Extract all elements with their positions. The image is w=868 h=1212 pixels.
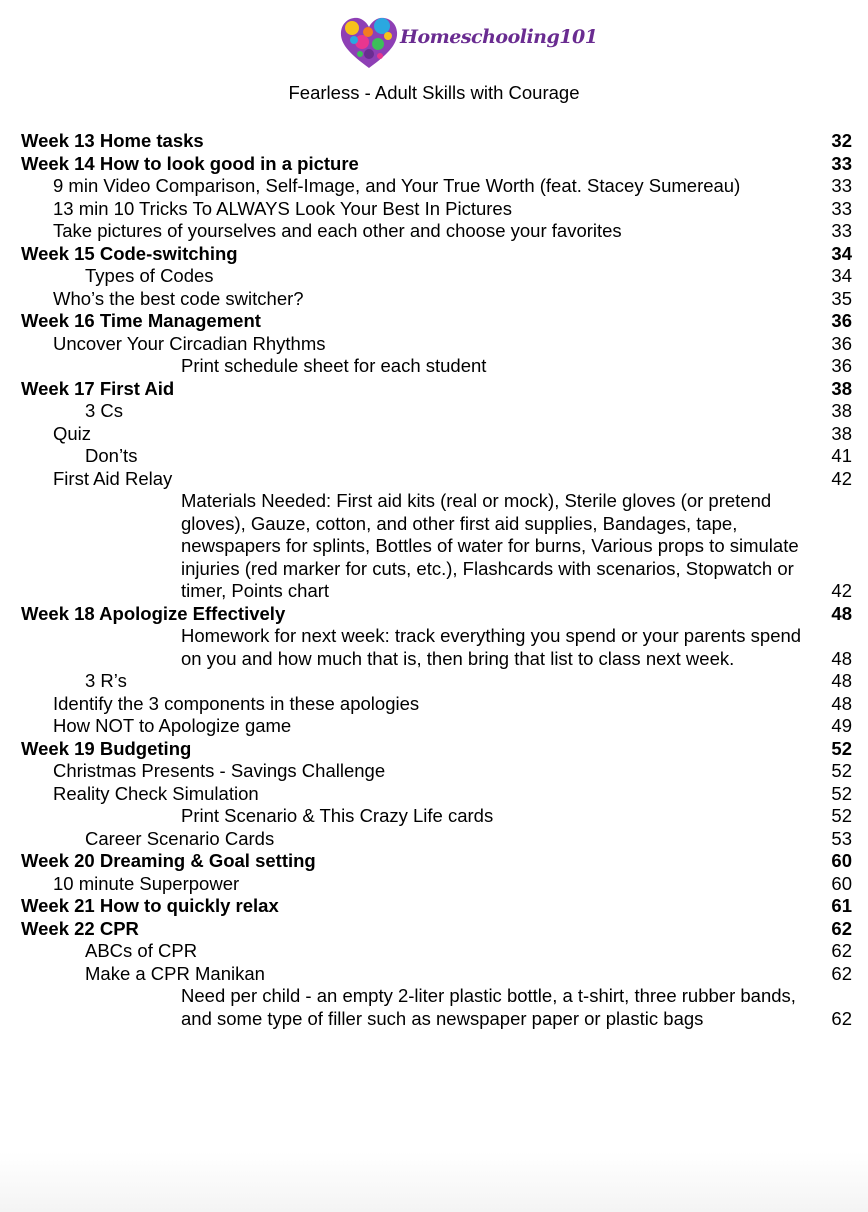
toc-entry-row[interactable] [0,715,868,738]
toc-entry-text: Materials Needed: First aid kits (real or mock), Sterile gloves (or pretend gloves), Gauze, cotton, and other first aid supplies, Bandages, tape, newspapers for splints, Bottles of water for burns, Various props to simulate injuries (red marker for cuts, etc.), Flashcards with scenarios, Stopwatch or timer, Points chart [181,490,799,601]
toc-heading-row[interactable] [0,153,868,176]
toc-page-number: 42 [831,580,852,601]
toc-page-number: 33 [831,197,852,219]
toc-page-number: 32 [831,130,852,151]
toc-entry-row[interactable] [0,265,868,288]
toc-page-number: 33 [831,152,852,174]
toc-heading-row[interactable] [0,243,868,266]
toc-entry-text: 3 R’s [85,670,127,691]
toc-entry-text: 3 Cs [85,400,124,421]
toc-page-number: 41 [831,445,852,466]
toc-entry-text: Quiz [53,422,92,444]
toc-entry-row[interactable] [0,625,868,670]
toc-entry-row[interactable] [0,355,868,378]
toc-entry-row[interactable] [0,693,868,716]
toc-page-number: 33 [831,220,852,241]
toc-entry-row[interactable] [0,805,868,828]
toc-entry-row[interactable] [0,760,868,783]
toc-entry-text: Need per child - an empty 2-liter plastic bottle, a t-shirt, three rubber bands, and some type of filler such as newspaper paper or plastic bags [181,985,796,1029]
toc-entry-text: Week 14 How to look good in a picture [21,152,359,174]
toc-page-number: 36 [831,310,852,331]
toc-entry-row[interactable] [0,873,868,896]
toc-entry-text: Week 18 Apologize Effectively [21,602,286,624]
toc-entry-text: Make a CPR Manikan [85,962,265,984]
toc-entry-row[interactable] [0,783,868,806]
toc-heading-row[interactable] [0,738,868,761]
page-bottom-fade [0,1152,868,1212]
toc-entry-row[interactable] [0,220,868,243]
homeschooling101-logo [338,14,598,72]
toc-page-number: 52 [831,805,852,826]
toc-page-number: 53 [831,827,852,849]
toc-page-number: 48 [831,602,852,624]
toc-page-number: 48 [831,647,852,669]
toc-entry-text: Week 20 Dreaming & Goal setting [21,850,316,871]
toc-page-number: 42 [831,467,852,489]
toc-entry-row[interactable] [0,468,868,491]
toc-entry-row[interactable] [0,445,868,468]
toc-page-number: 52 [831,760,852,781]
table-of-contents [0,130,868,1030]
toc-entry-text: Christmas Presents - Savings Challenge [53,760,386,781]
toc-entry-row[interactable] [0,828,868,851]
toc-heading-row[interactable] [0,918,868,941]
toc-entry-text: Reality Check Simulation [53,782,259,804]
toc-entry-text: Week 16 Time Management [21,310,261,331]
toc-entry-row[interactable] [0,400,868,423]
toc-entry-text: Week 19 Budgeting [21,737,192,759]
toc-page-number: 35 [831,287,852,309]
toc-heading-row[interactable] [0,310,868,333]
toc-entry-row[interactable] [0,288,868,311]
toc-page-number: 62 [831,917,852,939]
toc-page-number: 38 [831,422,852,444]
toc-page-number: 33 [831,175,852,196]
toc-heading-row[interactable] [0,895,868,918]
toc-entry-text: Identify the 3 components in these apologies [53,692,420,714]
toc-entry-row[interactable] [0,670,868,693]
toc-page-number: 62 [831,1007,852,1029]
toc-entry-text: Week 15 Code-switching [21,242,238,264]
toc-entry-row[interactable] [0,198,868,221]
toc-page-number: 34 [831,242,852,264]
toc-page-number: 62 [831,962,852,984]
toc-page-number: 52 [831,737,852,759]
toc-entry-text: Print schedule sheet for each student [181,355,487,376]
toc-page-number: 36 [831,355,852,376]
toc-page-number: 36 [831,332,852,354]
toc-page-number: 38 [831,377,852,399]
toc-entry-row[interactable] [0,985,868,1030]
toc-page-number: 48 [831,692,852,714]
toc-heading-row[interactable] [0,850,868,873]
toc-entry-text: First Aid Relay [53,467,173,489]
toc-entry-text: 13 min 10 Tricks To ALWAYS Look Your Best In Pictures [53,197,512,219]
toc-page-number: 62 [831,940,852,961]
document-subtitle: Fearless - Adult Skills with Courage [288,82,580,103]
toc-entry-row[interactable] [0,333,868,356]
toc-entry-row[interactable] [0,490,868,603]
toc-page-number: 60 [831,850,852,871]
toc-heading-row[interactable] [0,378,868,401]
toc-entry-text: How NOT to Apologize game [53,715,292,736]
logo-text: Homeschooling101 [400,26,598,48]
toc-entry-text: Week 21 How to quickly relax [21,895,279,916]
toc-heading-row[interactable] [0,603,868,626]
toc-entry-text: Week 22 CPR [21,917,139,939]
toc-entry-text: Types of Codes [85,265,214,286]
toc-entry-text: Homework for next week: track everything you spend or your parents spend on you and how much that is, then bring that list to class next week. [181,625,802,669]
toc-entry-text: 10 minute Superpower [53,872,240,894]
paint-splash-heart-icon [338,14,400,72]
toc-page-number: 60 [831,872,852,894]
toc-page-number: 38 [831,400,852,421]
toc-entry-row[interactable] [0,940,868,963]
toc-entry-text: Don’ts [85,445,138,466]
toc-entry-row[interactable] [0,175,868,198]
toc-entry-text: Week 17 First Aid [21,377,175,399]
toc-page-number: 34 [831,265,852,286]
toc-entry-text: Career Scenario Cards [85,827,275,849]
toc-entry-text: Who’s the best code switcher? [53,287,304,309]
toc-entry-text: Print Scenario & This Crazy Life cards [181,805,494,826]
toc-entry-row[interactable] [0,963,868,986]
toc-page-number: 52 [831,782,852,804]
toc-entry-text: Take pictures of yourselves and each other and choose your favorites [53,220,622,241]
toc-entry-text: ABCs of CPR [85,940,198,961]
toc-entry-text: Uncover Your Circadian Rhythms [53,332,326,354]
toc-entry-text: Week 13 Home tasks [21,130,204,151]
toc-heading-row[interactable] [0,130,868,153]
toc-page-number: 49 [831,715,852,736]
toc-page-number: 48 [831,670,852,691]
toc-entry-row[interactable] [0,423,868,446]
toc-page-number: 61 [831,895,852,916]
toc-entry-text: 9 min Video Comparison, Self-Image, and Your True Worth (feat. Stacey Sumereau) [53,175,741,196]
